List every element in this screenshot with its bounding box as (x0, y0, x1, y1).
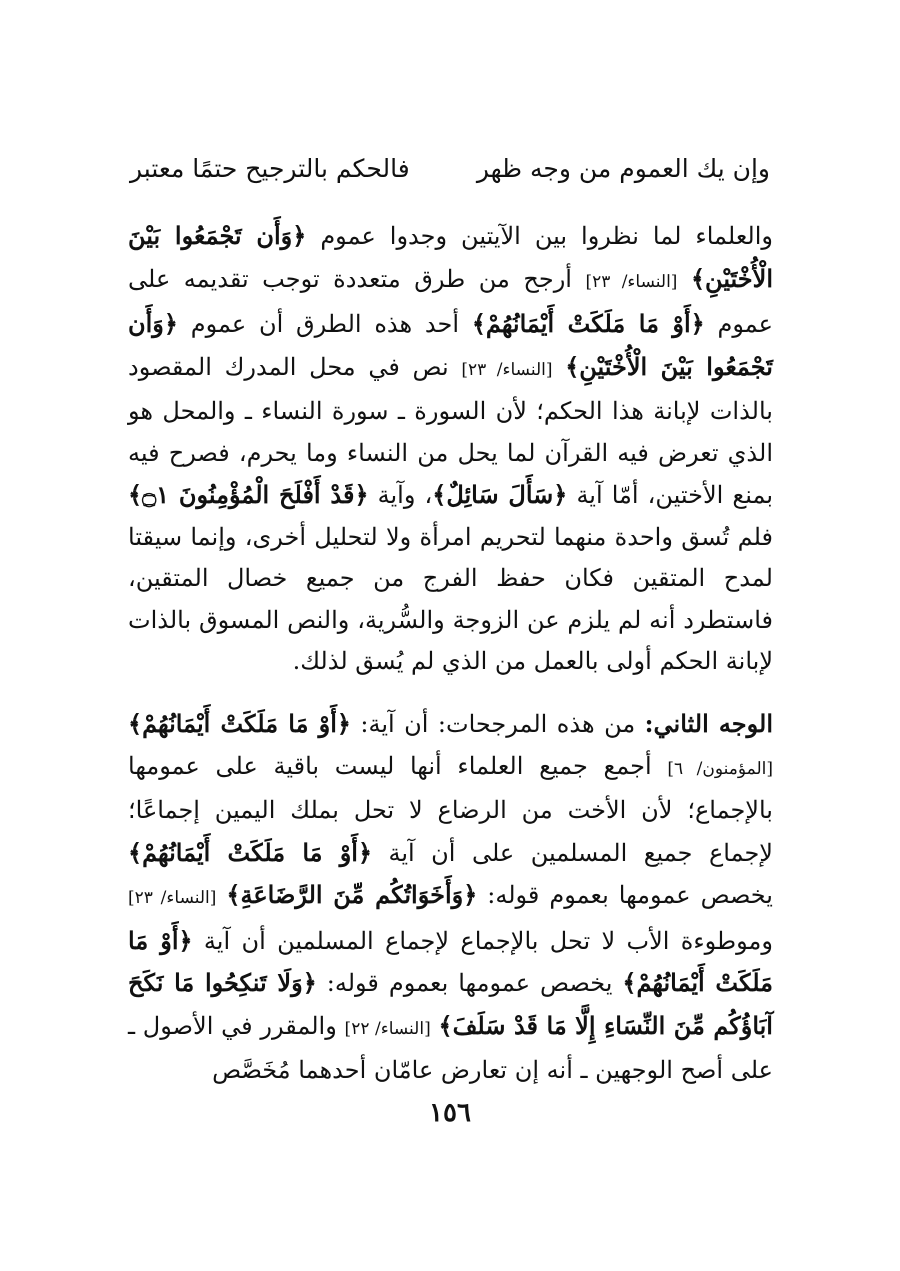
verse-reference: [النساء/ ٢٣] (585, 271, 678, 292)
quran-quote: ﴿وَأَخَوَاتُكُم مِّنَ الرَّضَاعَةِ﴾ (226, 880, 478, 909)
text: من هذه المرجحات: أن آية: (360, 710, 636, 738)
text: يخصص عمومها بعموم قوله: (487, 881, 773, 909)
paragraph-2 (128, 703, 773, 1092)
text: وموطوءة الأب لا تحل بالإجماع لإجماع المسلمين أن آية (203, 926, 773, 955)
quran-quote: ﴿وَلَا تَنكِحُوا مَا نَكَحَ آبَاؤُكُم مِّنَ النِّسَاءِ إِلَّا مَا قَدْ سَلَفَ﴾ (128, 968, 773, 1040)
verse-second-hemistich: فالحكم بالترجيح حتمًا معتبر (130, 154, 410, 183)
text: نص في محل المدرك المقصود بالذات لإبانة هذا الحكم؛ لأن السورة ـ سورة النساء ـ والمحل هو الذي تعرض فيه القرآن لما يحل من النساء وما يحرم، فصرح فيه بمنع الأختين، أمّا آية (128, 352, 773, 509)
quran-quote: ﴿أَوْ مَا مَلَكَتْ أَيْمَانُهُمْ﴾ (128, 709, 351, 738)
verse-reference: [النساء/ ٢٣] (128, 888, 217, 908)
verse-first-hemistich: وإن يك العموم من وجه ظهر (476, 154, 770, 183)
text: والعلماء لما نظروا بين الآيتين وجدوا عموم (320, 222, 773, 250)
section-lead: الوجه الثاني: (644, 709, 773, 738)
verse-reference: [النساء/ ٢٢] (344, 1018, 431, 1039)
text: ، وآية (377, 481, 433, 509)
quran-quote: ﴿وَأَن تَجْمَعُوا بَيْنَ الْأُخْتَيْنِ﴾ (128, 309, 773, 381)
text: يخصص عمومها بعموم قوله: (326, 969, 613, 997)
text: فلم تُسق واحدة منهما لتحريم امرأة ولا لتحليل أخرى، وإنما سيقتا لمدح المتقين فكان حفظ الفرج من جميع خصال المتقين، فاستطرد أنه لم يلزم عن الزوجة والسُّرية، والنص المسوق بالذات لإبانة الحكم أولى بالعمل من الذي لم يُسق لذلك. (128, 522, 773, 675)
text: أحد هذه الطرق أن عموم (190, 310, 460, 338)
quran-quote: ﴿أَوْ مَا مَلَكَتْ أَيْمَانُهُمْ﴾ (128, 837, 373, 867)
quran-quote: ﴿قَدْ أَفْلَحَ الْمُؤْمِنُونَ ۝١﴾ (128, 480, 369, 509)
quran-quote: ﴿أَوْ مَا مَلَكَتْ أَيْمَانُهُمْ﴾ (128, 925, 774, 997)
page-number: ١٥٦ (429, 1098, 471, 1128)
text: أجمع جميع العلماء أنها ليست باقية على عمومها بالإجماع؛ لأن الأخت من الرضاع لا تحل بملك اليمين إجماعًا؛ لإجماع جميع المسلمين على أن آية (128, 751, 773, 867)
text: والمقرر في الأصول ـ على أصح الوجهين ـ أنه إن تعارض عامّان أحدهما مُخَصَّص (128, 1011, 773, 1084)
verse-reference: [المؤمنون/ ٦] (667, 758, 773, 779)
paragraph-1 (128, 215, 773, 683)
text: أرجح من طرق متعددة توجب تقديمه على عموم (128, 264, 773, 338)
quran-quote: ﴿وَأَن تَجْمَعُوا بَيْنَ الْأُخْتَيْنِ﴾ (128, 221, 773, 293)
quran-quote: ﴿أَوْ مَا مَلَكَتْ أَيْمَانُهُمْ﴾ (471, 309, 705, 338)
poetry-verse (130, 148, 770, 190)
verse-reference: [النساء/ ٢٣] (461, 359, 553, 380)
quran-quote: ﴿سَأَلَ سَائِلٌ﴾ (432, 480, 568, 509)
